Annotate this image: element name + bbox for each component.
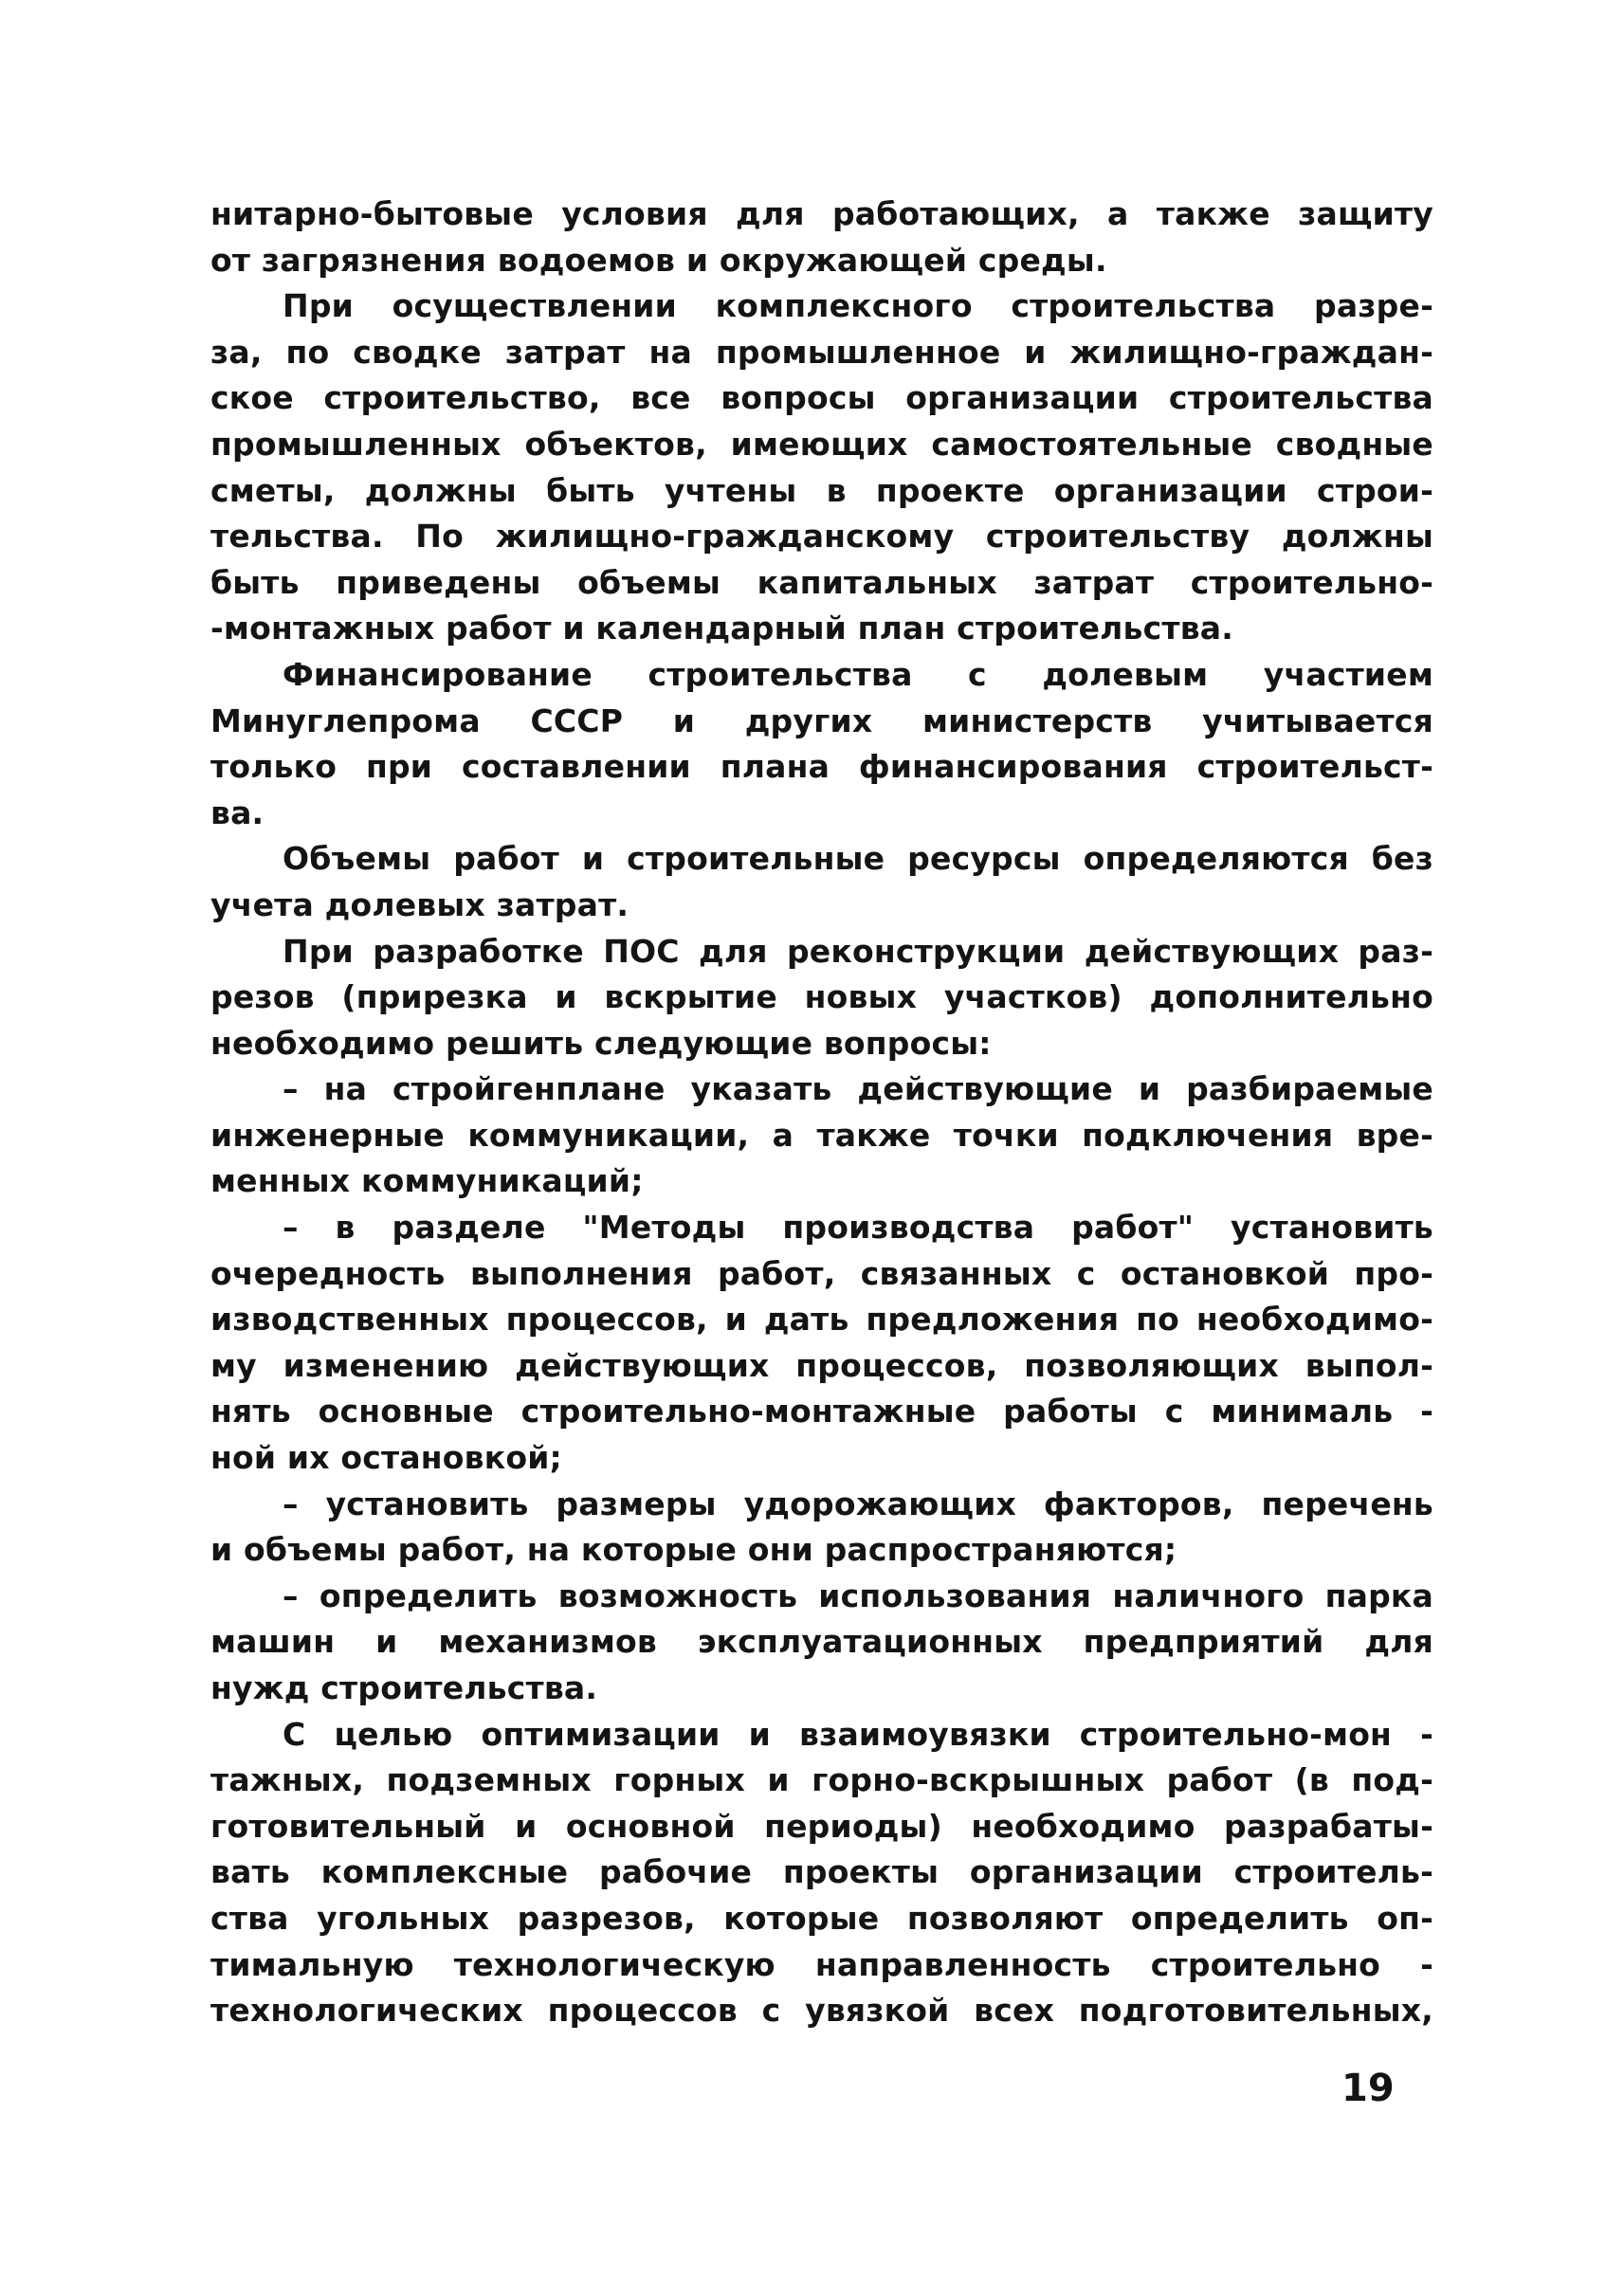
text-line: нитарно-бытовые условия для работающих, а также защиту [210,195,1433,232]
text-line: вать комплексные рабочие проекты организации строитель- [210,1853,1433,1891]
text-line: му изменению действующих процессов, позволяющих выпол- [210,1346,1433,1384]
text-line: и объемы работ, на которые они распространяются; [210,1531,1177,1569]
text-line: С целью оптимизации и взаимоувязки строительно-мон - [283,1715,1433,1753]
text-line: -монтажных работ и календарный план строительства. [210,610,1233,647]
text-line: машин и механизмов эксплуатационных предприятий для [210,1623,1433,1661]
text-line: инженерные коммуникации, а также точки подключения вре- [210,1116,1433,1154]
text-line: от загрязнения водоемов и окружающей среды. [210,241,1107,279]
text-line: очередность выполнения работ, связанных с остановкой про- [210,1254,1433,1292]
text-line: резов (прирезка и вскрытие новых участков) дополнительно [210,978,1433,1016]
text-line: ва. [210,793,265,831]
text-line: менных коммуникаций; [210,1162,644,1200]
text-line: Объемы работ и строительные ресурсы определяются без [283,840,1433,878]
text-line: тельства. По жилищно-гражданскому строительству должны [210,518,1433,556]
text-line: тимальную технологическую направленность строительно - [210,1945,1433,1983]
text-line: только при составлении плана финансирования строительст- [210,748,1433,786]
text-line: – установить размеры удорожающих факторов, перечень [283,1485,1433,1522]
text-line: Минуглепрома СССР и других министерств учитывается [210,702,1433,739]
text-line: – на стройгенплане указать действующие и разбираемые [283,1070,1433,1108]
text-line: изводственных процессов, и дать предложения по необходимо- [210,1301,1433,1339]
text-line: необходимо решить следующие вопросы: [210,1024,992,1062]
text-line: При осуществлении комплексного строительства разре- [283,287,1433,325]
text-line: технологических процессов с увязкой всех подготовительных, [210,1992,1433,2030]
text-line: ства угольных разрезов, которые позволяют определить оп- [210,1899,1433,1937]
text-line: нужд строительства. [210,1669,598,1706]
text-line: за, по сводке затрат на промышленное и жилищно-граждан- [210,333,1433,371]
text-line: готовительный и основной периоды) необходимо разрабаты- [210,1807,1433,1845]
text-line: – в разделе "Методы производства работ" установить [283,1209,1433,1247]
text-line: сметы, должны быть учтены в проекте организации строи- [210,471,1433,509]
text-line: При разработке ПОС для реконструкции действующих раз- [283,932,1433,970]
page-number: 19 [1341,2067,1395,2110]
text-line: тажных, подземных горных и горно-вскрышных работ (в под- [210,1761,1433,1799]
text-line: промышленных объектов, имеющих самостоятельные сводные [210,425,1433,463]
text-line: нять основные строительно-монтажные работы с минималь - [210,1393,1433,1430]
document-page [210,191,1433,2034]
text-line: ной их остановкой; [210,1439,562,1477]
text-line: быть приведены объемы капитальных затрат строительно- [210,563,1433,601]
text-line: учета долевых затрат. [210,885,630,923]
text-line: ское строительство, все вопросы организации строительства [210,379,1433,417]
text-line: Финансирование строительства с долевым участием [283,655,1433,693]
text-line: – определить возможность использования наличного парка [283,1576,1433,1614]
